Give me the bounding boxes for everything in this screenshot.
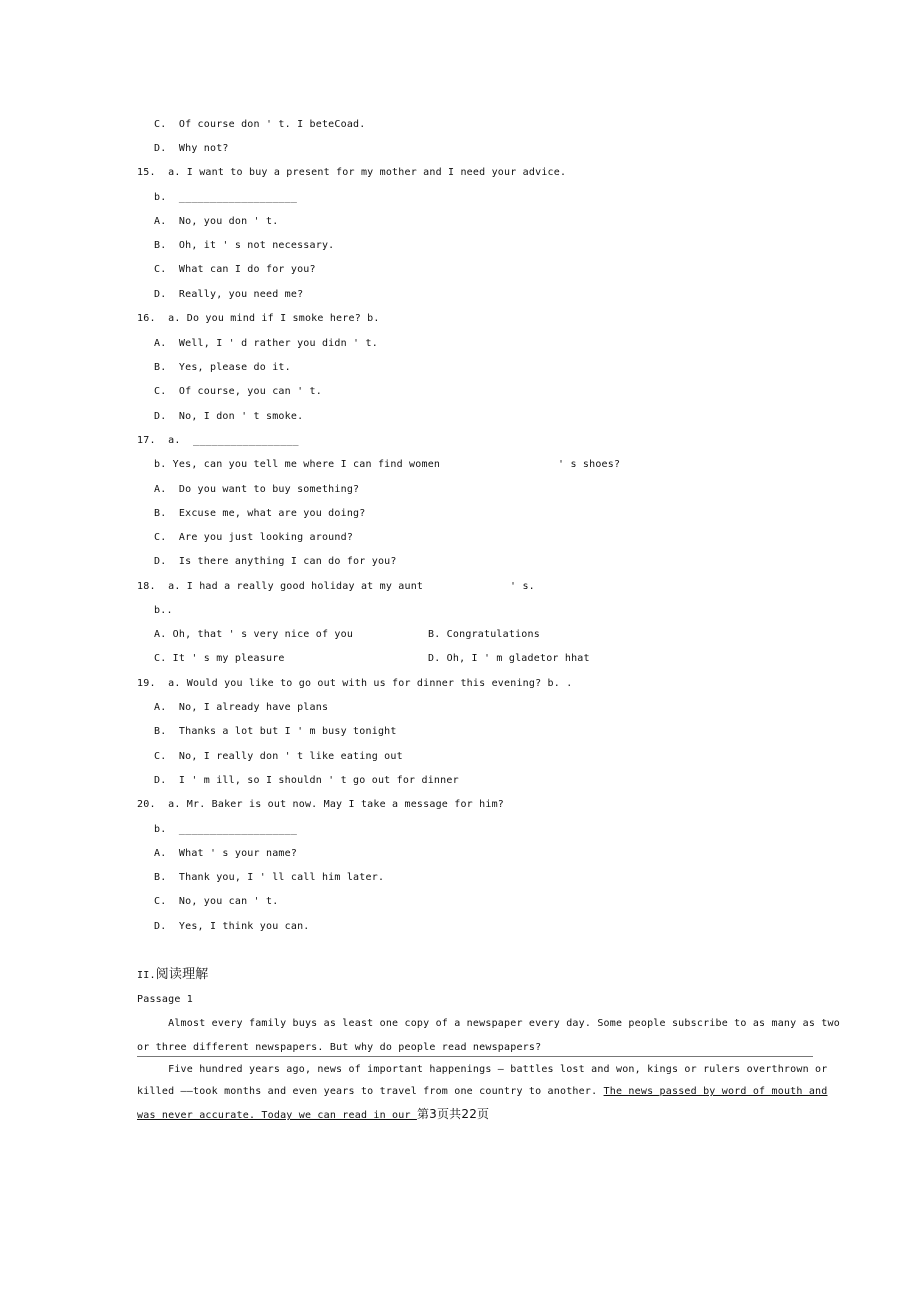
q17-prompt: 17. a. _________________ (137, 435, 299, 446)
q16-option-c: C. Of course, you can ' t. (154, 386, 322, 397)
q15-option-c: C. What can I do for you? (154, 264, 316, 275)
q17-b-line: b. Yes, can you tell me where I can find women (154, 459, 441, 470)
q18-option-a: A. Oh, that ' s very nice of you (154, 629, 354, 640)
q17-option-b: B. Excuse me, what are you doing? (154, 508, 366, 519)
q17-b-line-tail: ' s shoes? (558, 459, 621, 470)
section-heading (137, 967, 208, 984)
paragraph-2-line-3 (137, 1107, 489, 1123)
q19-option-b: B. Thanks a lot but I ' m busy tonight (154, 726, 397, 737)
q16-option-a: A. Well, I ' d rather you didn ' t. (154, 338, 378, 349)
q17-option-a: A. Do you want to buy something? (154, 484, 360, 495)
q18-option-c: C. It ' s my pleasure (154, 653, 285, 664)
q18-prompt-tail: ' s. (510, 581, 535, 592)
section-title: 阅读理解 (155, 967, 209, 982)
q20-option-a: A. What ' s your name? (154, 848, 298, 859)
paragraph-2-underlined-text: The news passed by word of mouth and (603, 1086, 828, 1097)
divider-line (137, 1056, 813, 1057)
q19-option-a: A. No, I already have plans (154, 702, 329, 713)
q20-option-c: C. No, you can ' t. (154, 896, 279, 907)
paragraph-1-line-2: or three different newspapers. But why do people read newspapers? (137, 1042, 542, 1053)
q15-option-d: D. Really, you need me? (154, 289, 304, 300)
q17-option-d: D. Is there anything I can do for you? (154, 556, 397, 567)
q17-option-c: C. Are you just looking around? (154, 532, 354, 543)
q18-option-d: D. Oh, I ' m gladetor hhat (428, 653, 590, 664)
q16-option-b: B. Yes, please do it. (154, 362, 291, 373)
q14-option-c: C. Of course don ' t. I beteCoad. (154, 119, 366, 130)
q15-option-a: A. No, you don ' t. (154, 216, 279, 227)
paragraph-2-line-1: Five hundred years ago, news of important happenings — battles lost and won, kings or rulers overthrown or (137, 1064, 828, 1075)
q16-option-d: D. No, I don ' t smoke. (154, 411, 304, 422)
section-number: II. (137, 970, 156, 981)
paragraph-2-line-2 (137, 1086, 828, 1098)
q18-prompt: 18. a. I had a really good holiday at my aunt (137, 581, 424, 592)
paragraph-2-line-2-text: killed ——took months and even years to travel from one country to another. (137, 1086, 604, 1097)
q20-answer-blank: b. ___________________ (154, 824, 298, 835)
q20-option-d: D. Yes, I think you can. (154, 921, 310, 932)
q19-option-d: D. I ' m ill, so I shouldn ' t go out for dinner (154, 775, 459, 786)
q19-option-c: C. No, I really don ' t like eating out (154, 751, 403, 762)
q20-option-b: B. Thank you, I ' ll call him later. (154, 872, 385, 883)
q15-answer-blank: b. ___________________ (154, 192, 298, 203)
paragraph-2-line-3-text: was never accurate. Today we can read in our (137, 1110, 417, 1121)
q15-option-b: B. Oh, it ' s not necessary. (154, 240, 335, 251)
paragraph-1-line-1: Almost every family buys as least one copy of a newspaper every day. Some people subscribe to as many as two (137, 1018, 840, 1029)
q15-prompt: 15. a. I want to buy a present for my mother and I need your advice. (137, 167, 567, 178)
q18-b-line: b.. (154, 605, 173, 616)
q19-prompt: 19. a. Would you like to go out with us for dinner this evening? b. . (137, 678, 573, 689)
q20-prompt: 20. a. Mr. Baker is out now. May I take a message for him? (137, 799, 505, 810)
passage-label: Passage 1 (137, 994, 193, 1005)
q18-option-b: B. Congratulations (428, 629, 540, 640)
q16-prompt: 16. a. Do you mind if I smoke here? b. (137, 313, 380, 324)
page-footer: 第3页共22页 (416, 1107, 490, 1121)
q14-option-d: D. Why not? (154, 143, 229, 154)
